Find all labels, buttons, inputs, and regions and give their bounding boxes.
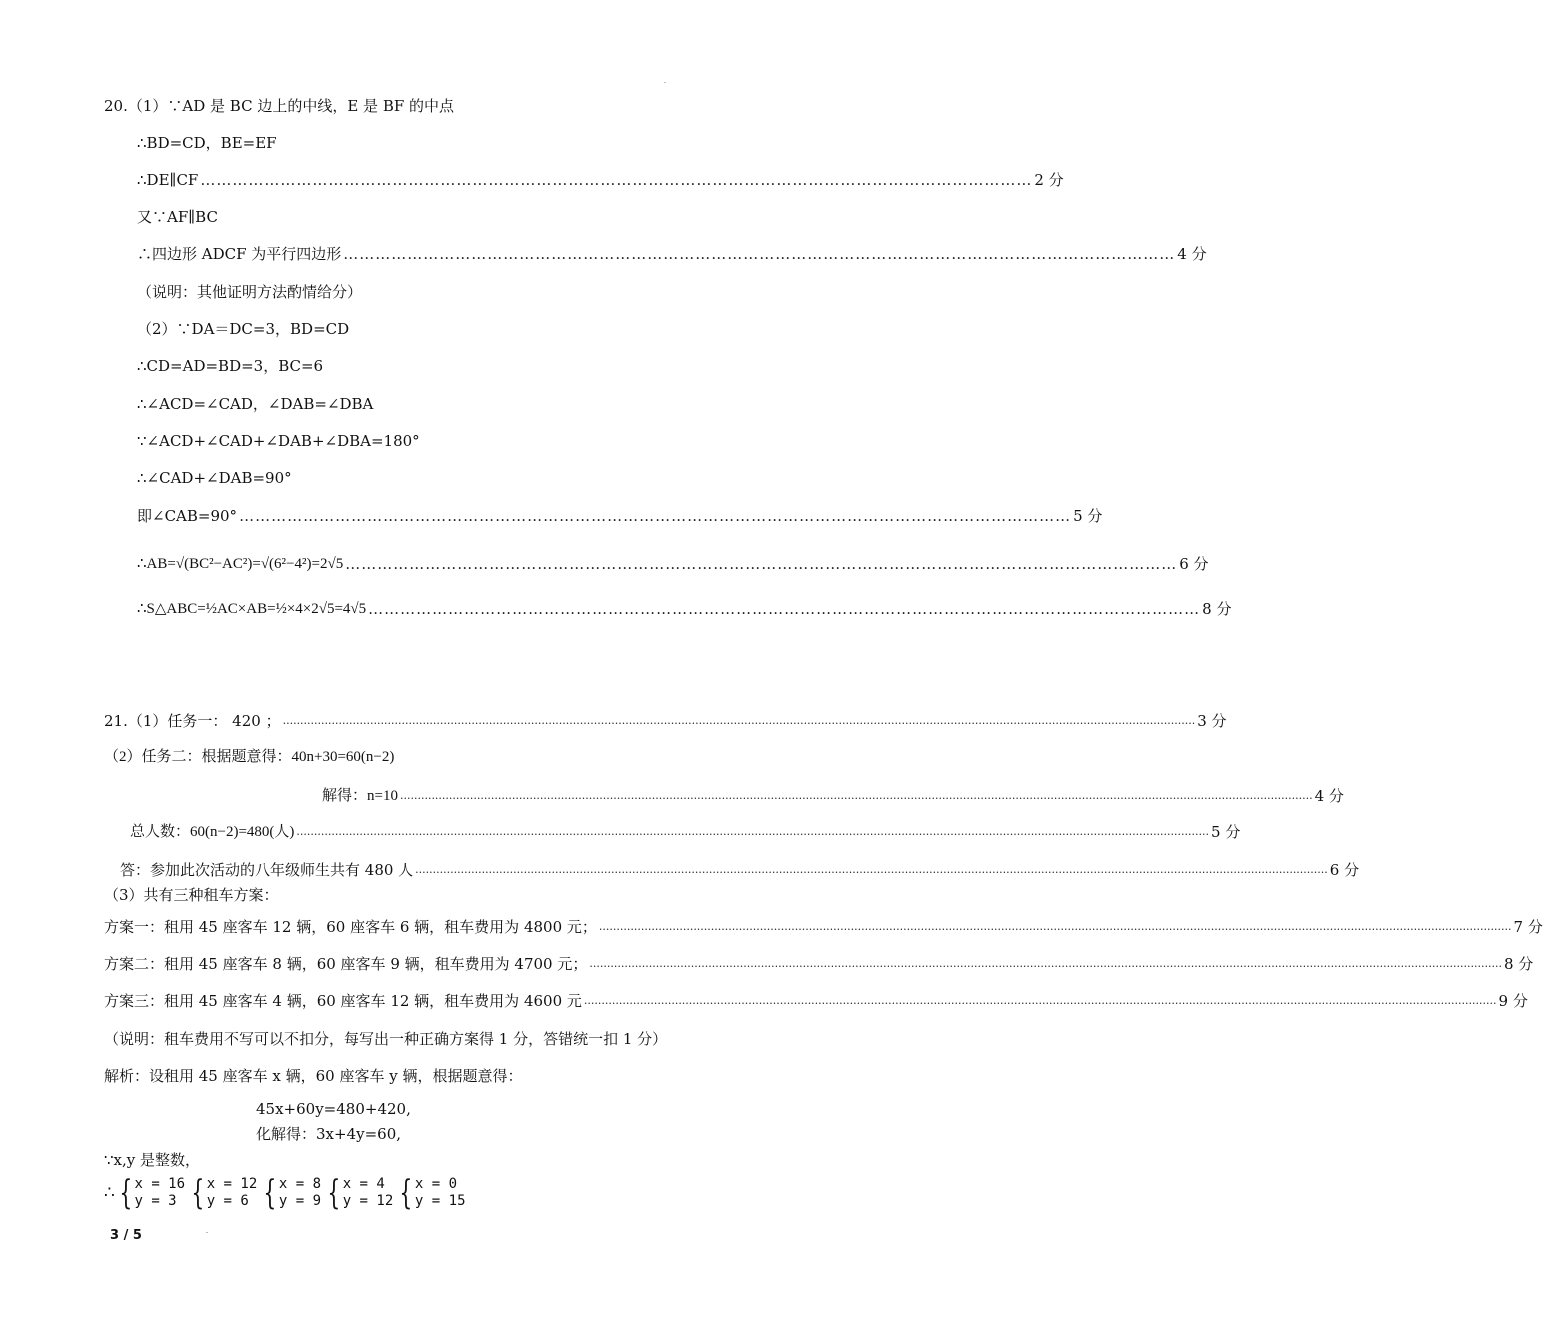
q21-plan-1: 方案一：租用 45 座客车 12 辆，60 座客车 6 辆，租车费用为 4800 元； (104, 918, 597, 936)
solution-y: y = 15 (414, 1193, 466, 1209)
q20-line-3-text: ∴DE∥CF (137, 171, 199, 189)
solution-y: y = 12 (342, 1193, 394, 1209)
dot-leader: ..................................................................................................................................................................................................................................................................... (415, 863, 1328, 876)
q21-line-5-text: 答：参加此次活动的八年级师生共有 480 人 (120, 861, 414, 879)
q21-line-1-text: 21.（1）任务一： 420 ； (104, 712, 281, 730)
q20-line-7: （2）∵DA＝DC=3，BD=CD (137, 320, 350, 338)
dot-leader: ………………………………………………………………………………………………………………………………………… (200, 171, 1033, 189)
solution-x: x = 8 (278, 1176, 322, 1192)
brace-icon: { (327, 1173, 341, 1213)
q21-plan-2: 方案二：租用 45 座客车 8 辆，60 座客车 9 辆，租车费用为 4700 元； (104, 955, 588, 973)
q21-score-4: 4 分 (1314, 787, 1344, 805)
q21-line-6: （3）共有三种租车方案： (104, 886, 279, 904)
solution-y: y = 6 (206, 1193, 249, 1209)
speck (664, 82, 666, 83)
solution-system (323, 1173, 394, 1213)
solution-x: x = 12 (206, 1176, 258, 1192)
q21-line-4-text: 总人数：60(n−2)=480(人) (130, 824, 295, 840)
solution-system (115, 1173, 186, 1213)
dot-leader: ..................................................................................................................................................................................................................................................................... (589, 957, 1502, 970)
q20-line-14 (137, 592, 1232, 626)
q20-score-6: 6 分 (1179, 555, 1209, 573)
solution-system (187, 1173, 258, 1213)
q20-line-4: 又∵AF∥BC (137, 208, 218, 226)
q20-score-2: 2 分 (1034, 171, 1064, 189)
q20-line-2: ∴BD=CD，BE=EF (137, 134, 277, 152)
q20-line-1: 20.（1）∵AD 是 BC 边上的中线，E 是 BF 的中点 (104, 97, 455, 115)
q21-score-6: 6 分 (1329, 861, 1360, 879)
q20-line-14-text: ∴S△ABC=½AC×AB=½×4×2√5=4√5 (137, 601, 367, 617)
q20-line-13 (137, 550, 1209, 578)
dot-leader: ..................................................................................................................................................................................................................................................................... (598, 920, 1512, 933)
solution-system (259, 1173, 322, 1213)
solution-system (395, 1173, 466, 1213)
q21-line-9 (104, 991, 1528, 1011)
q20-line-3 (137, 170, 1064, 190)
q21-line-13: 化解得：3x+4y=60, (256, 1125, 402, 1143)
dot-leader: ..................................................................................................................................................................................................................................................................... (296, 825, 1210, 838)
q20-line-11: ∴∠CAD+∠DAB=90° (137, 469, 292, 487)
brace-icon: { (119, 1173, 133, 1213)
speck (206, 1232, 208, 1233)
dot-leader: ..................................................................................................................................................................................................................................................................... (583, 994, 1497, 1007)
q21-solutions (104, 1173, 468, 1213)
q21-score-7: 7 分 (1513, 918, 1543, 936)
q21-line-14: ∵x,y 是整数， (104, 1151, 201, 1169)
dot-leader: ..................................................................................................................................................................................................................................................................... (399, 789, 1313, 802)
q20-line-12 (137, 506, 1103, 526)
q20-line-8: ∴CD=AD=BD=3，BC=6 (137, 357, 324, 375)
q20-line-13-text: ∴AB=√(BC²−AC²)=√(6²−4²)=2√5 (137, 556, 344, 572)
q21-line-8 (104, 954, 1534, 974)
q21-score-8: 8 分 (1503, 955, 1534, 973)
q21-line-1 (104, 711, 1227, 731)
q21-line-12: 45x+60y=480+420, (256, 1100, 411, 1118)
dot-leader: ………………………………………………………………………………………………………………………………………… (368, 600, 1201, 618)
therefore-symbol: ∴ (104, 1183, 115, 1203)
brace-icon: { (399, 1173, 413, 1213)
solution-y: y = 9 (278, 1193, 322, 1209)
q21-line-11: 解析：设租用 45 座客车 x 辆，60 座客车 y 辆，根据题意得： (104, 1067, 523, 1085)
q20-score-8: 8 分 (1202, 600, 1232, 618)
dot-leader: ………………………………………………………………………………………………………………………………………… (239, 507, 1072, 525)
q21-plan-3: 方案三：租用 45 座客车 4 辆，60 座客车 12 辆，租车费用为 4600 元 (104, 992, 582, 1010)
q20-line-5-text: ∴四边形 ADCF 为平行四边形 (137, 245, 342, 263)
q21-score-3: 3 分 (1197, 712, 1227, 730)
q21-line-10: （说明：租车费用不写可以不扣分，每写出一种正确方案得 1 分，答错统一扣 1 分） (104, 1030, 668, 1048)
dot-leader: ………………………………………………………………………………………………………………………………………… (345, 555, 1178, 573)
q20-line-12-text: 即∠CAB=90° (137, 507, 238, 525)
q21-score-9: 9 分 (1498, 992, 1528, 1010)
q20-score-4: 4 分 (1177, 245, 1207, 263)
q20-line-10: ∵∠ACD+∠CAD+∠DAB+∠DBA=180° (137, 432, 420, 450)
q20-score-5: 5 分 (1073, 507, 1103, 525)
q21-line-2: （2）任务二：根据题意得：40n+30=60(n−2) (104, 749, 395, 765)
q21-score-5: 5 分 (1211, 823, 1241, 841)
q21-line-4 (130, 822, 1241, 842)
page-number: 3 / 5 (110, 1228, 142, 1243)
brace-icon: { (191, 1173, 205, 1213)
dot-leader: ..................................................................................................................................................................................................................................................................... (282, 714, 1196, 727)
dot-leader: ………………………………………………………………………………………………………………………………………… (343, 245, 1176, 263)
solution-x: x = 4 (342, 1176, 385, 1192)
q20-line-9: ∴∠ACD=∠CAD，∠DAB=∠DBA (137, 395, 374, 413)
q21-line-5 (120, 860, 1360, 880)
q20-line-5 (137, 244, 1207, 264)
solution-y: y = 3 (134, 1193, 177, 1209)
brace-icon: { (263, 1173, 277, 1213)
solution-x: x = 0 (414, 1176, 458, 1192)
q21-line-3 (322, 786, 1344, 806)
solution-x: x = 16 (134, 1176, 186, 1192)
q21-line-3-text: 解得：n=10 (322, 788, 398, 804)
q20-line-6: （说明：其他证明方法酌情给分） (137, 283, 363, 301)
q21-line-7 (104, 917, 1543, 937)
